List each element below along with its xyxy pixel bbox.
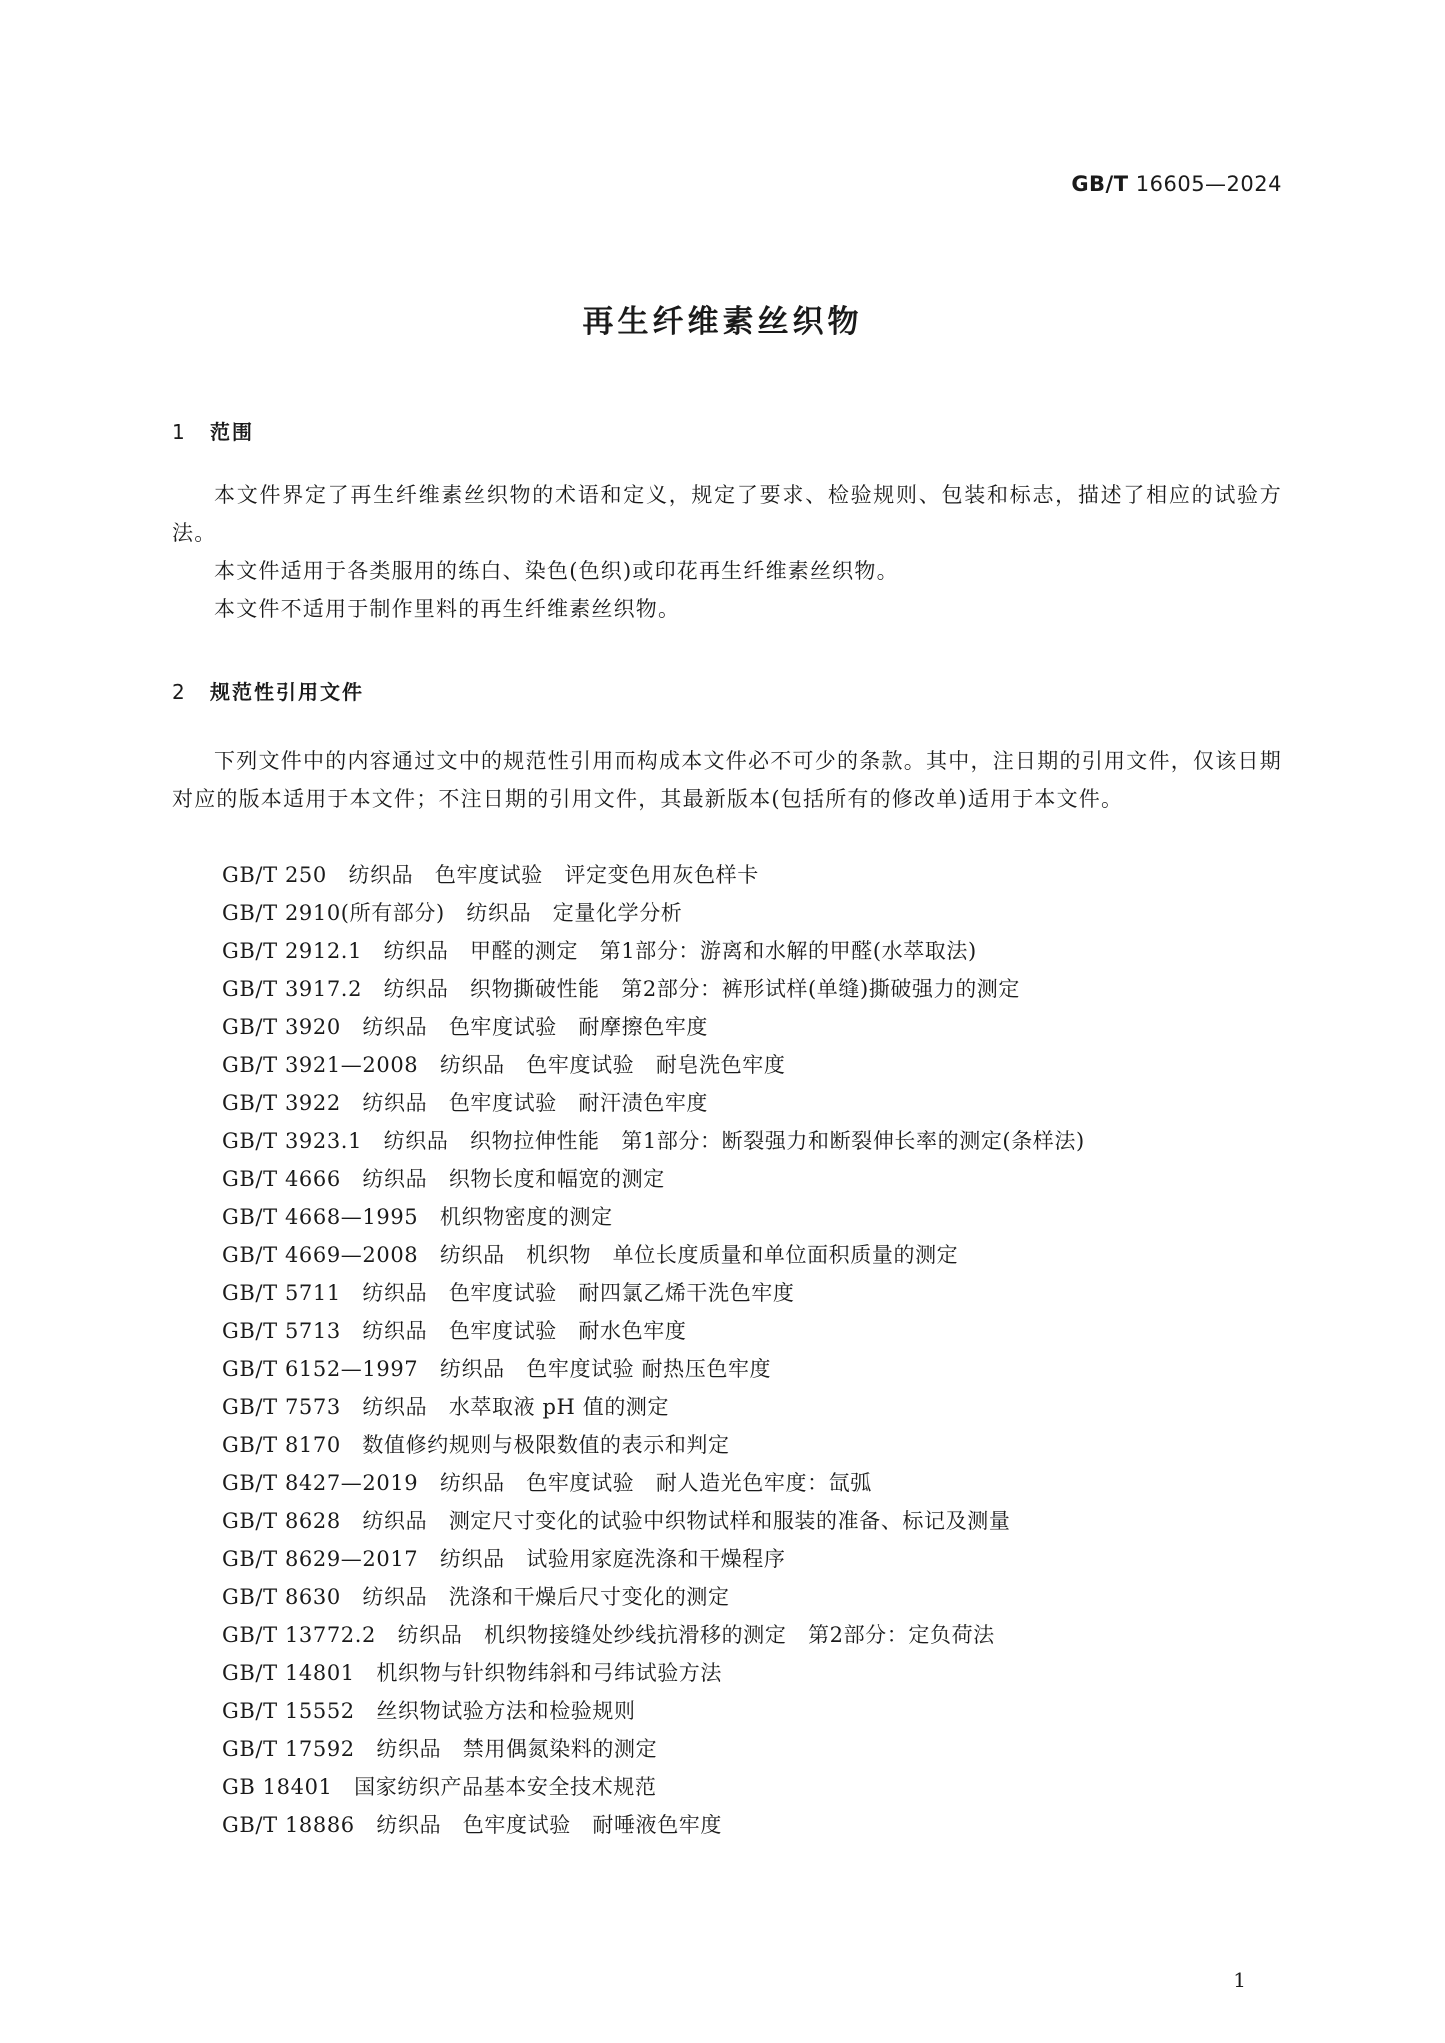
standard-code (1071, 172, 1282, 196)
reference-item (222, 1806, 1282, 1844)
scope-paragraph: 本文件不适用于制作里料的再生纤维素丝织物。 (214, 597, 681, 621)
reference-code: GB 18401 (222, 1775, 333, 1799)
reference-title: 纺织品 甲醛的测定 第1部分：游离和水解的甲醛(水萃取法) (383, 939, 977, 963)
reference-item (222, 1616, 1282, 1654)
reference-item (222, 1464, 1282, 1502)
reference-code: GB/T 13772.2 (222, 1623, 377, 1647)
reference-item (222, 1692, 1282, 1730)
scope-paragraph: 本文件适用于各类服用的练白、染色(色织)或印花再生纤维素丝织物。 (214, 559, 899, 583)
reference-code: GB/T 4669—2008 (222, 1243, 419, 1267)
reference-item (222, 1198, 1282, 1236)
reference-item (222, 1654, 1282, 1692)
reference-code: GB/T 3921—2008 (222, 1053, 419, 1077)
reference-item (222, 894, 1282, 932)
reference-code: GB/T 15552 (222, 1699, 355, 1723)
reference-code: GB/T 14801 (222, 1661, 355, 1685)
reference-item (222, 856, 1282, 894)
reference-title: 纺织品 定量化学分析 (466, 901, 683, 925)
reference-code: GB/T 5711 (222, 1281, 341, 1305)
reference-title: 丝织物试验方法和检验规则 (376, 1699, 636, 1723)
reference-code: GB/T 18886 (222, 1813, 355, 1837)
reference-title: 纺织品 色牢度试验 耐摩擦色牢度 (362, 1015, 709, 1039)
reference-title: 数值修约规则与极限数值的表示和判定 (362, 1433, 730, 1457)
reference-item (222, 1084, 1282, 1122)
scope-paragraph: 本文件界定了再生纤维素丝织物的术语和定义，规定了要求、检验规则、包装和标志，描述了相应的试验方法。 (172, 483, 1282, 545)
reference-item (222, 1274, 1282, 1312)
reference-code: GB/T 8427—2019 (222, 1471, 419, 1495)
section-2-number: 2 (172, 680, 187, 704)
reference-item (222, 1236, 1282, 1274)
page-number: 1 (1233, 1968, 1246, 1992)
reference-item (222, 1350, 1282, 1388)
section-1-heading (172, 416, 254, 445)
section-2-intro (172, 742, 1282, 818)
reference-title: 纺织品 水萃取液 pH 值的测定 (362, 1395, 670, 1419)
section-1-number: 1 (172, 420, 187, 444)
reference-item (222, 1578, 1282, 1616)
reference-item (222, 1426, 1282, 1464)
reference-code: GB/T 5713 (222, 1319, 341, 1343)
reference-title: 纺织品 织物长度和幅宽的测定 (362, 1167, 665, 1191)
reference-code: GB/T 8630 (222, 1585, 341, 1609)
reference-title: 纺织品 禁用偶氮染料的测定 (376, 1737, 658, 1761)
reference-code: GB/T 17592 (222, 1737, 355, 1761)
reference-item (222, 1160, 1282, 1198)
reference-code: GB/T 7573 (222, 1395, 341, 1419)
reference-title: 纺织品 洗涤和干燥后尺寸变化的测定 (362, 1585, 730, 1609)
reference-title: 纺织品 试验用家庭洗涤和干燥程序 (439, 1547, 786, 1571)
reference-item (222, 1388, 1282, 1426)
reference-title: 纺织品 色牢度试验 耐四氯乙烯干洗色牢度 (362, 1281, 795, 1305)
reference-item (222, 1768, 1282, 1806)
reference-code: GB/T 4668—1995 (222, 1205, 419, 1229)
reference-item (222, 1008, 1282, 1046)
reference-title: 纺织品 测定尺寸变化的试验中织物试样和服装的准备、标记及测量 (362, 1509, 1011, 1533)
reference-title: 纺织品 色牢度试验 评定变色用灰色样卡 (348, 863, 759, 887)
reference-item (222, 1730, 1282, 1768)
section-1-title: 范围 (210, 420, 254, 444)
reference-code: GB/T 6152—1997 (222, 1357, 419, 1381)
section-2-title: 规范性引用文件 (210, 680, 364, 704)
references-intro-paragraph: 下列文件中的内容通过文中的规范性引用而构成本文件必不可少的条款。其中，注日期的引用文件，仅该日期对应的版本适用于本文件；不注日期的引用文件，其最新版本(包括所有的修改单)适用于本文件。 (172, 749, 1282, 811)
reference-code: GB/T 250 (222, 863, 327, 887)
reference-title: 纺织品 色牢度试验 耐皂洗色牢度 (439, 1053, 786, 1077)
standard-prefix: GB/T (1071, 172, 1129, 196)
reference-title: 纺织品 色牢度试验 耐唾液色牢度 (376, 1813, 722, 1837)
reference-code: GB/T 3920 (222, 1015, 341, 1039)
reference-item (222, 1312, 1282, 1350)
reference-list (222, 856, 1282, 1844)
reference-title: 纺织品 织物拉伸性能 第1部分：断裂强力和断裂伸长率的测定(条样法) (383, 1129, 1085, 1153)
reference-title: 纺织品 色牢度试验 耐人造光色牢度：氙弧 (439, 1471, 872, 1495)
reference-title: 机织物与针织物纬斜和弓纬试验方法 (376, 1661, 722, 1685)
reference-item (222, 1122, 1282, 1160)
reference-title: 纺织品 织物撕破性能 第2部分：裤形试样(单缝)撕破强力的测定 (383, 977, 1020, 1001)
reference-item (222, 970, 1282, 1008)
reference-code: GB/T 8629—2017 (222, 1547, 419, 1571)
reference-title: 纺织品 色牢度试验 耐汗渍色牢度 (362, 1091, 709, 1115)
reference-item (222, 932, 1282, 970)
reference-item (222, 1502, 1282, 1540)
reference-title: 纺织品 机织物接缝处纱线抗滑移的测定 第2部分：定负荷法 (397, 1623, 995, 1647)
section-2-heading (172, 676, 364, 705)
reference-code: GB/T 4666 (222, 1167, 341, 1191)
reference-item (222, 1540, 1282, 1578)
reference-code: GB/T 8628 (222, 1509, 341, 1533)
reference-code: GB/T 3917.2 (222, 977, 363, 1001)
reference-title: 纺织品 色牢度试验 耐水色牢度 (362, 1319, 687, 1343)
document-title: 再生纤维素丝织物 (582, 304, 863, 340)
reference-code: GB/T 2912.1 (222, 939, 363, 963)
standard-number: 16605—2024 (1135, 172, 1282, 196)
reference-item (222, 1046, 1282, 1084)
reference-title: 纺织品 机织物 单位长度质量和单位面积质量的测定 (439, 1243, 959, 1267)
reference-title: 国家纺织产品基本安全技术规范 (354, 1775, 657, 1799)
reference-code: GB/T 3922 (222, 1091, 341, 1115)
reference-code: GB/T 2910(所有部分) (222, 901, 445, 925)
reference-title: 纺织品 色牢度试验 耐热压色牢度 (439, 1357, 772, 1381)
section-1-body (172, 476, 1282, 628)
reference-code: GB/T 3923.1 (222, 1129, 363, 1153)
reference-title: 机织物密度的测定 (439, 1205, 613, 1229)
reference-code: GB/T 8170 (222, 1433, 341, 1457)
